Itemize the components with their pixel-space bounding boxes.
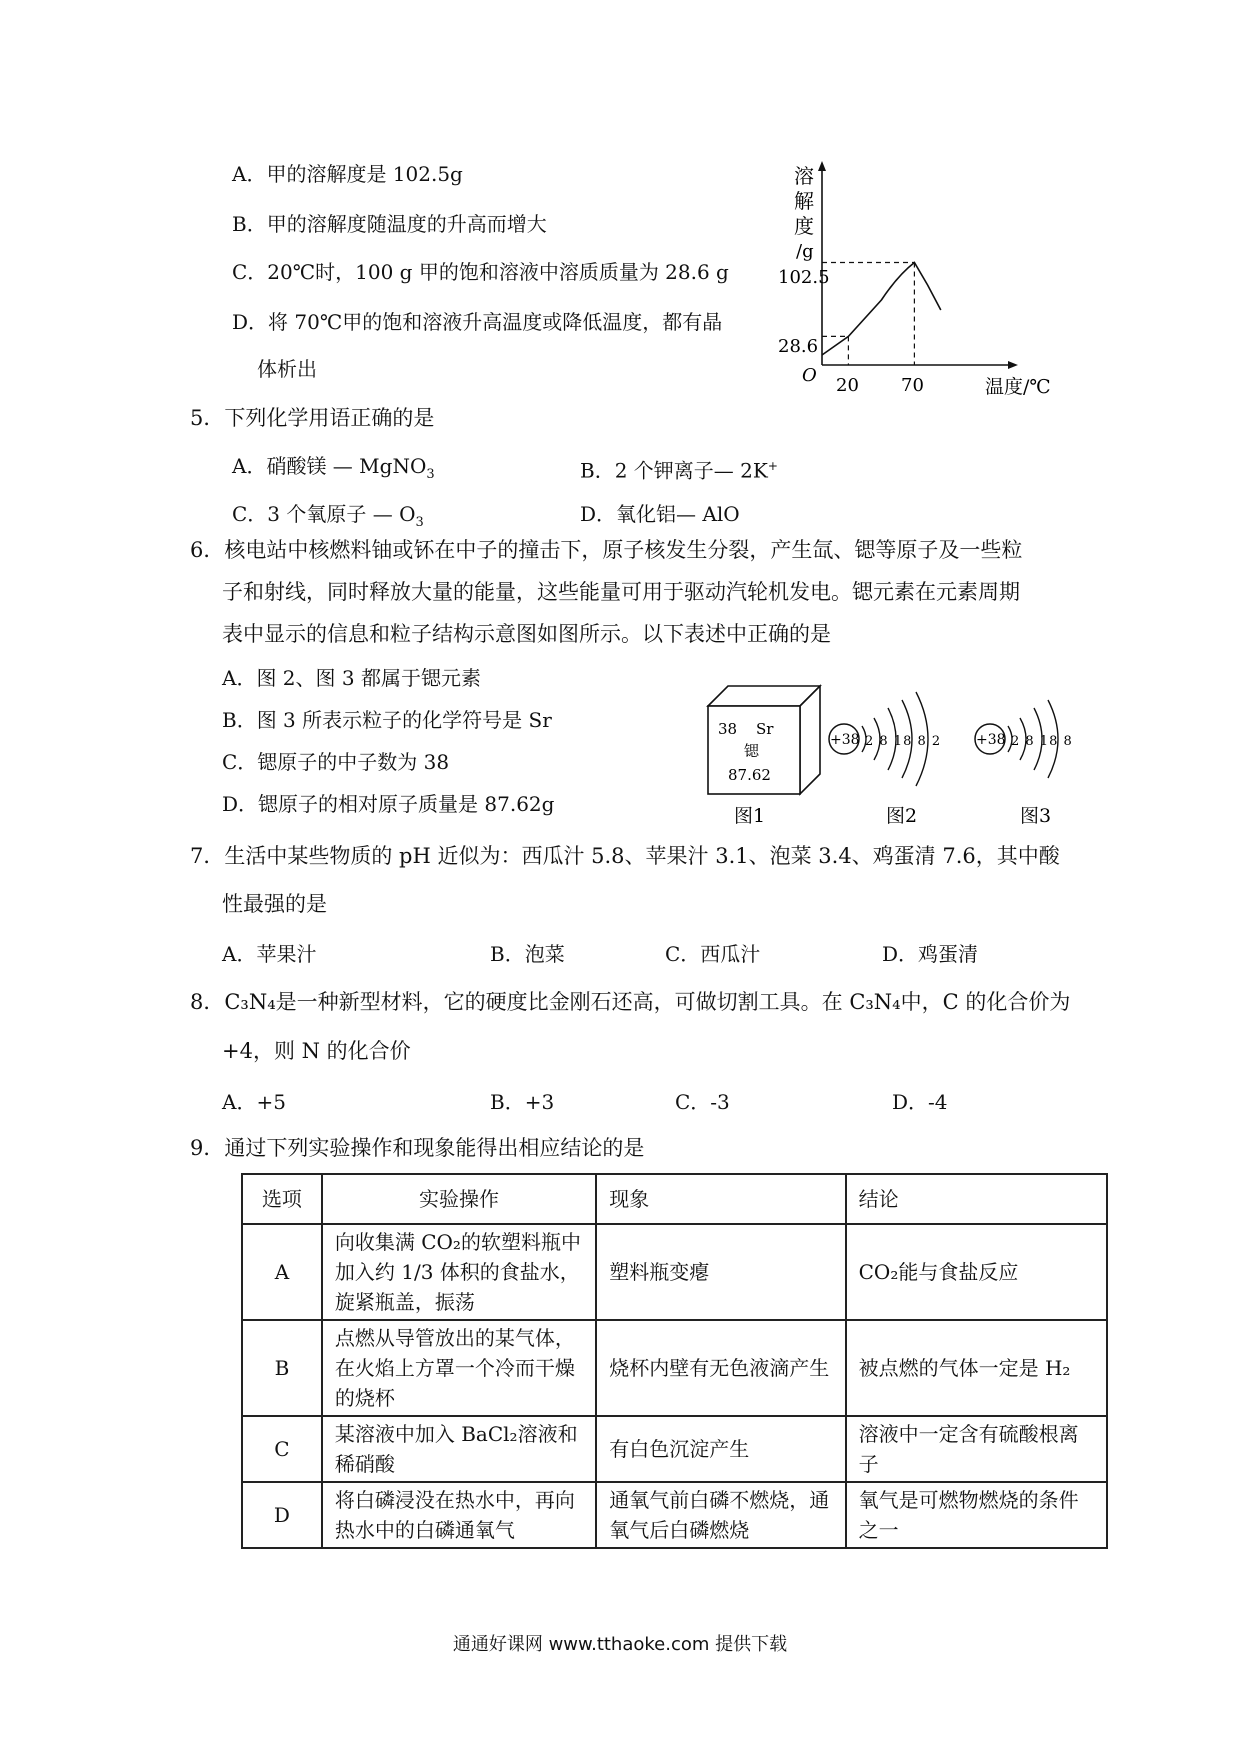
header-phenomenon: 现象 — [596, 1174, 845, 1224]
x-tick-20: 20 — [836, 375, 859, 396]
q7-option-c: C．西瓜汁 — [665, 942, 761, 966]
row-phenomenon: 塑料瓶变瘪 — [596, 1224, 845, 1320]
figure-1-caption: 图1 — [734, 805, 766, 827]
q4-option-a: A．甲的溶解度是 102.5g — [232, 162, 463, 186]
q6-option-d: D．锶原子的相对原子质量是 87.62g — [222, 792, 555, 816]
y-axis-arrow — [818, 161, 826, 171]
q4-option-d-cont: 体析出 — [257, 357, 317, 381]
q4-option-d: D．将 70℃甲的饱和溶液升高温度或降低温度，都有晶 — [232, 310, 723, 334]
table-row — [242, 1416, 1107, 1482]
ylabel-unit: /g — [796, 241, 814, 262]
q8-option-d: D．-4 — [892, 1090, 948, 1114]
q7-option-a: A．苹果汁 — [222, 942, 317, 966]
row-conclusion: 溶液中一定含有硫酸根离子 — [846, 1416, 1107, 1482]
y-tick-286: 28.6 — [778, 336, 819, 357]
electron-shells: 2 8 18 8 2 — [865, 734, 942, 749]
row-option: A — [242, 1224, 322, 1320]
q6-option-c: C．锶原子的中子数为 38 — [222, 750, 450, 774]
header-option: 选项 — [242, 1174, 322, 1224]
row-conclusion: 被点燃的气体一定是 H₂ — [846, 1320, 1107, 1416]
q4-option-b: B．甲的溶解度随温度的升高而增大 — [232, 212, 547, 236]
nucleus-charge: +38 — [830, 732, 860, 748]
x-axis-label: 温度/℃ — [985, 376, 1051, 398]
q6-stem-3: 表中显示的信息和粒子结构示意图如图所示。以下表述中正确的是 — [222, 622, 831, 646]
q6-stem-2: 子和射线，同时释放大量的能量，这些能量可用于驱动汽轮机发电。锶元素在元素周期 — [222, 580, 1020, 604]
row-phenomenon: 通氧气前白磷不燃烧，通氧气后白磷燃烧 — [596, 1482, 845, 1548]
q5-stem: 5．下列化学用语正确的是 — [190, 406, 435, 430]
atomic-number: 38 — [718, 720, 738, 738]
q8-option-c: C．-3 — [675, 1090, 730, 1114]
table-row — [242, 1224, 1107, 1320]
row-conclusion: 氧气是可燃物燃烧的条件之一 — [846, 1482, 1107, 1548]
figure-2-atom-diagram — [822, 678, 972, 828]
row-operation: 向收集满 CO₂的软塑料瓶中加入约 1/3 体积的食盐水，旋紧瓶盖，振荡 — [322, 1224, 596, 1320]
q6-option-a: A．图 2、图 3 都属于锶元素 — [222, 666, 481, 690]
q6-option-b: B．图 3 所表示粒子的化学符号是 Sr — [222, 708, 552, 732]
element-name: 锶 — [744, 742, 760, 760]
solubility-chart — [770, 155, 1070, 405]
y-tick-1025: 102.5 — [778, 267, 830, 288]
q8-option-a: A．+5 — [222, 1090, 286, 1114]
ylabel-char-2: 解 — [794, 189, 814, 213]
q6-stem-1: 6．核电站中核燃料铀或钚在中子的撞击下，原子核发生分裂，产生氙、锶等原子及一些粒 — [190, 538, 1023, 562]
element-symbol: Sr — [756, 720, 774, 738]
q9-stem: 9．通过下列实验操作和现象能得出相应结论的是 — [190, 1136, 645, 1160]
q8-stem-2: +4，则 N 的化合价 — [222, 1039, 411, 1063]
q4-option-c: C．20℃时，100 g 甲的饱和溶液中溶质质量为 28.6 g — [232, 260, 729, 284]
q5-option-d: D．氧化铝— AlO — [580, 502, 740, 526]
row-operation: 将白磷浸没在热水中，再向热水中的白磷通氧气 — [322, 1482, 596, 1548]
q5-option-b: B．2 个钾离子— 2K+ — [580, 458, 778, 483]
ylabel-char-3: 度 — [794, 214, 814, 238]
row-option: C — [242, 1416, 322, 1482]
row-phenomenon: 有白色沉淀产生 — [596, 1416, 845, 1482]
electron-shells: 2 8 18 8 — [1011, 734, 1073, 749]
ylabel-char-1: 溶 — [794, 164, 814, 188]
figure-3-ion-diagram — [968, 678, 1108, 828]
table-row — [242, 1482, 1107, 1548]
q8-option-b: B．+3 — [490, 1090, 555, 1114]
origin-label: O — [802, 365, 817, 386]
row-option: B — [242, 1320, 322, 1416]
q7-stem-2: 性最强的是 — [222, 892, 327, 916]
row-conclusion: CO₂能与食盐反应 — [846, 1224, 1107, 1320]
experiment-table — [241, 1173, 1108, 1549]
atomic-mass: 87.62 — [728, 766, 771, 784]
solubility-curve — [822, 263, 941, 356]
row-phenomenon: 烧杯内壁有无色液滴产生 — [596, 1320, 845, 1416]
x-tick-70: 70 — [901, 375, 924, 396]
nucleus-charge: +38 — [976, 732, 1006, 748]
row-operation: 点燃从导管放出的某气体，在火焰上方罩一个冷而干燥的烧杯 — [322, 1320, 596, 1416]
q7-option-d: D．鸡蛋清 — [882, 942, 979, 966]
page-footer: 通通好课网 www.tthaoke.com 提供下载 — [452, 1634, 788, 1655]
q5-option-a: A．硝酸镁 — MgNO$_3$ — [232, 454, 435, 482]
row-operation: 某溶液中加入 BaCl₂溶液和稀硝酸 — [322, 1416, 596, 1482]
q5-option-c: C．3 个氧原子 — $O_3$ — [232, 502, 424, 530]
q8-stem-1: 8．C₃N₄是一种新型材料，它的硬度比金刚石还高，可做切割工具。在 C₃N₄中，C 的化合价为 — [190, 990, 1071, 1014]
x-axis-arrow — [1008, 361, 1018, 369]
q7-option-b: B．泡菜 — [490, 942, 565, 966]
table-header-row — [242, 1174, 1107, 1224]
figure-3-caption: 图3 — [1020, 805, 1052, 827]
row-option: D — [242, 1482, 322, 1548]
header-conclusion: 结论 — [846, 1174, 1107, 1224]
header-operation: 实验操作 — [322, 1174, 596, 1224]
table-row — [242, 1320, 1107, 1416]
q7-stem-1: 7．生活中某些物质的 pH 近似为：西瓜汁 5.8、苹果汁 3.1、泡菜 3.4、鸡蛋清 7.6，其中酸 — [190, 844, 1060, 868]
figure-2-caption: 图2 — [886, 805, 918, 827]
